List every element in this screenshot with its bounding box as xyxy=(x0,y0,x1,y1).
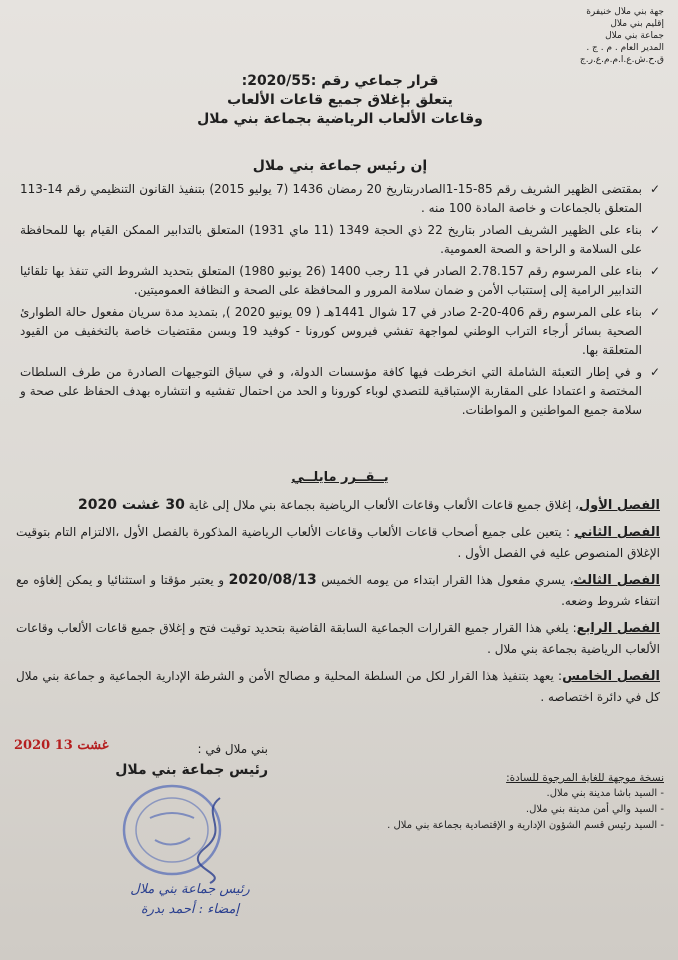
copies-list xyxy=(364,770,664,834)
decision-number: قرار جماعي رقم :2020/55: xyxy=(241,73,439,89)
article-label: الفصل الثاني xyxy=(574,525,661,540)
whereas-item: ✓ بناء على الظهير الشريف الصادر بتاريخ 22 ذي الحجة 1349 (11 ماي 1931) المتعلق بالتدابير الممكن القيام بها للمحافظة على السلامة و الراحة و الصحة العمومية. xyxy=(20,221,660,259)
article-deadline: 30 غشت 2020 xyxy=(78,497,185,513)
header-line: جماعة بني ملال xyxy=(605,31,664,41)
article-text: إغلاق جميع قاعات الألعاب وقاعات الألعاب الرياضية بجماعة بني ملال إلى غاية xyxy=(188,498,572,512)
whereas-item: ✓ بناء على المرسوم رقم 2.78.157 الصادر في 11 رجب 1400 (26 يونيو 1980) المتعلق بتحديد الشروط التي تنفذ بها تلقائيا التدابير الرامية إلى إستتباب الأمن و ضمان سلامة المرور و المحافظة على الصحة و النظافة العموميتين. xyxy=(20,262,660,300)
signature-area xyxy=(28,742,268,778)
decision-title xyxy=(120,72,560,129)
official-stamp xyxy=(110,778,260,888)
whereas-item: ✓ بمقتضى الظهير الشريف رقم 85-15-1الصادربتاريخ 20 رمضان 1436 (7 يوليو 2015) بتنفيذ القانون التنظيمي رقم 14-113 المتعلق بالجماعات و خاصة المادة 100 منه . xyxy=(20,180,660,218)
article-text: يلغي هذا القرار جميع القرارات الجماعية السابقة القاضية بتحديد توقيت فتح و إغلاق جميع قاعات الألعاب وقاعات الألعاب الرياضية بجماعة بني ملال . xyxy=(16,621,660,656)
signature-title: رئيس جماعة بني ملال xyxy=(115,762,268,778)
copies-heading: نسخة موجهة للغاية المرجوة للسادة: xyxy=(506,772,664,784)
copy-recipient: - السيد والي أمن مدينة بني ملال. xyxy=(525,804,664,815)
issuer-header xyxy=(504,6,664,66)
article-text-after: و يعتبر مؤقتا و استثنائيا و يمكن إلغاؤه مع انتفاء شروط وضعه. xyxy=(16,573,660,608)
copy-recipient: - السيد رئيس قسم الشؤون الإدارية و الإقتصادية بجماعة بني ملال . xyxy=(387,820,664,831)
article-1: الفصل الأول، إغلاق جميع قاعات الألعاب وقاعات الألعاب الرياضية بجماعة بني ملال إلى غاية 30 غشت 2020 xyxy=(78,497,660,513)
article-4: الفصل الرابع: يلغي هذا القرار جميع القرارات الجماعية السابقة القاضية بتحديد توقيت فتح و إغلاق جميع قاعات الألعاب وقاعات الألعاب الرياضية بجماعة بني ملال . xyxy=(16,621,660,656)
article-text: يتعين على جميع أصحاب قاعات الألعاب وقاعات الألعاب الرياضية المذكورة بالفصل الأول ،الالتزام التام بتوقيت الإغلاق المنصوص عليه في الفصل الأول . xyxy=(16,525,660,560)
president-heading: إن رئيس جماعة بني ملال xyxy=(252,158,428,174)
article-label: الفصل الرابع xyxy=(576,621,660,636)
header-line: ق.ح.ش.ع.ا.م.م.ع.ر.ج xyxy=(579,55,664,65)
header-line: المدير العام . م . ج . xyxy=(586,43,664,53)
whereas-list xyxy=(20,180,660,423)
handwritten-date: 2020 غشت 13 xyxy=(14,738,109,753)
decision-subject-line2: وقاعات الألعاب الرياضية بجماعة بني ملال xyxy=(197,111,483,127)
article-3: الفصل الثالث، يسري مفعول هذا القرار ابتداء من يومه الخميس 2020/08/13 و يعتبر مؤقتا و استثنائيا و يمكن إلغاؤه مع انتفاء شروط وضعه. xyxy=(16,572,660,608)
header-line: جهة بني ملال خنيفرة xyxy=(586,7,664,17)
article-label: الفصل الثالث xyxy=(573,573,660,588)
decided-heading: يــقــرر مايلــي xyxy=(291,470,389,485)
handwritten-signature xyxy=(120,880,260,920)
whereas-item: ✓ و في إطار التعبئة الشاملة التي انخرطت فيها كافة مؤسسات الدولة، و في سياق التوجيهات الصادرة من طرف السلطات المختصة و اعتمادا على المقاربة الإستباقية للتصدي لوباء كورونا و الحد من احتمال تفشيه و انتشاره بهدف الحفاظ على صحة و سلامة جميع المواطنين و المواطنات. xyxy=(20,363,660,420)
header-line: إقليم بني ملال xyxy=(610,19,664,29)
article-text: يسري مفعول هذا القرار ابتداء من يومه الخميس xyxy=(321,573,566,587)
articles xyxy=(16,495,660,714)
signature-place: بني ملال في : xyxy=(197,742,268,756)
article-label: الفصل الخامس xyxy=(562,669,660,684)
handwritten-signatory: إمضاء : أحمد بدرة xyxy=(140,902,240,917)
article-2: الفصل الثاني : يتعين على جميع أصحاب قاعات الألعاب وقاعات الألعاب الرياضية المذكورة بالفصل الأول ،الالتزام التام بتوقيت الإغلاق المنصوص عليه في الفصل الأول . xyxy=(16,525,661,560)
whereas-item: ✓ بناء على المرسوم رقم 406-20-2 صادر في 17 شوال 1441هـ ( 09 يونيو 2020 ), بتمديد مدة سريان مفعول حالة الطوارئ الصحية بسائر أرجاء التراب الوطني لمواجهة تفشي فيروس كورونا - كوفيد 19 وبسن مقتضيات خاصة بالتخفيف من القيود المتعلقة بها. xyxy=(20,303,660,360)
stamp-icon xyxy=(110,778,260,888)
article-text: يعهد بتنفيذ هذا القرار لكل من السلطة المحلية و مصالح الأمن و الشرطة الإدارية الجماعية و جماعة بني ملال كل في دائرة اختصاصه . xyxy=(16,669,660,704)
decision-subject-line1: يتعلق بإغلاق جميع قاعات الألعاب xyxy=(227,92,453,108)
article-5: الفصل الخامس: يعهد بتنفيذ هذا القرار لكل من السلطة المحلية و مصالح الأمن و الشرطة الإدارية الجماعية و جماعة بني ملال كل في دائرة اختصاصه . xyxy=(16,669,660,704)
article-label: الفصل الأول xyxy=(578,498,660,513)
copy-recipient: - السيد باشا مدينة بني ملال. xyxy=(546,788,664,799)
article-start-date: 2020/08/13 xyxy=(228,572,317,588)
handwritten-title: رئيس جماعة بني ملال xyxy=(130,882,250,897)
